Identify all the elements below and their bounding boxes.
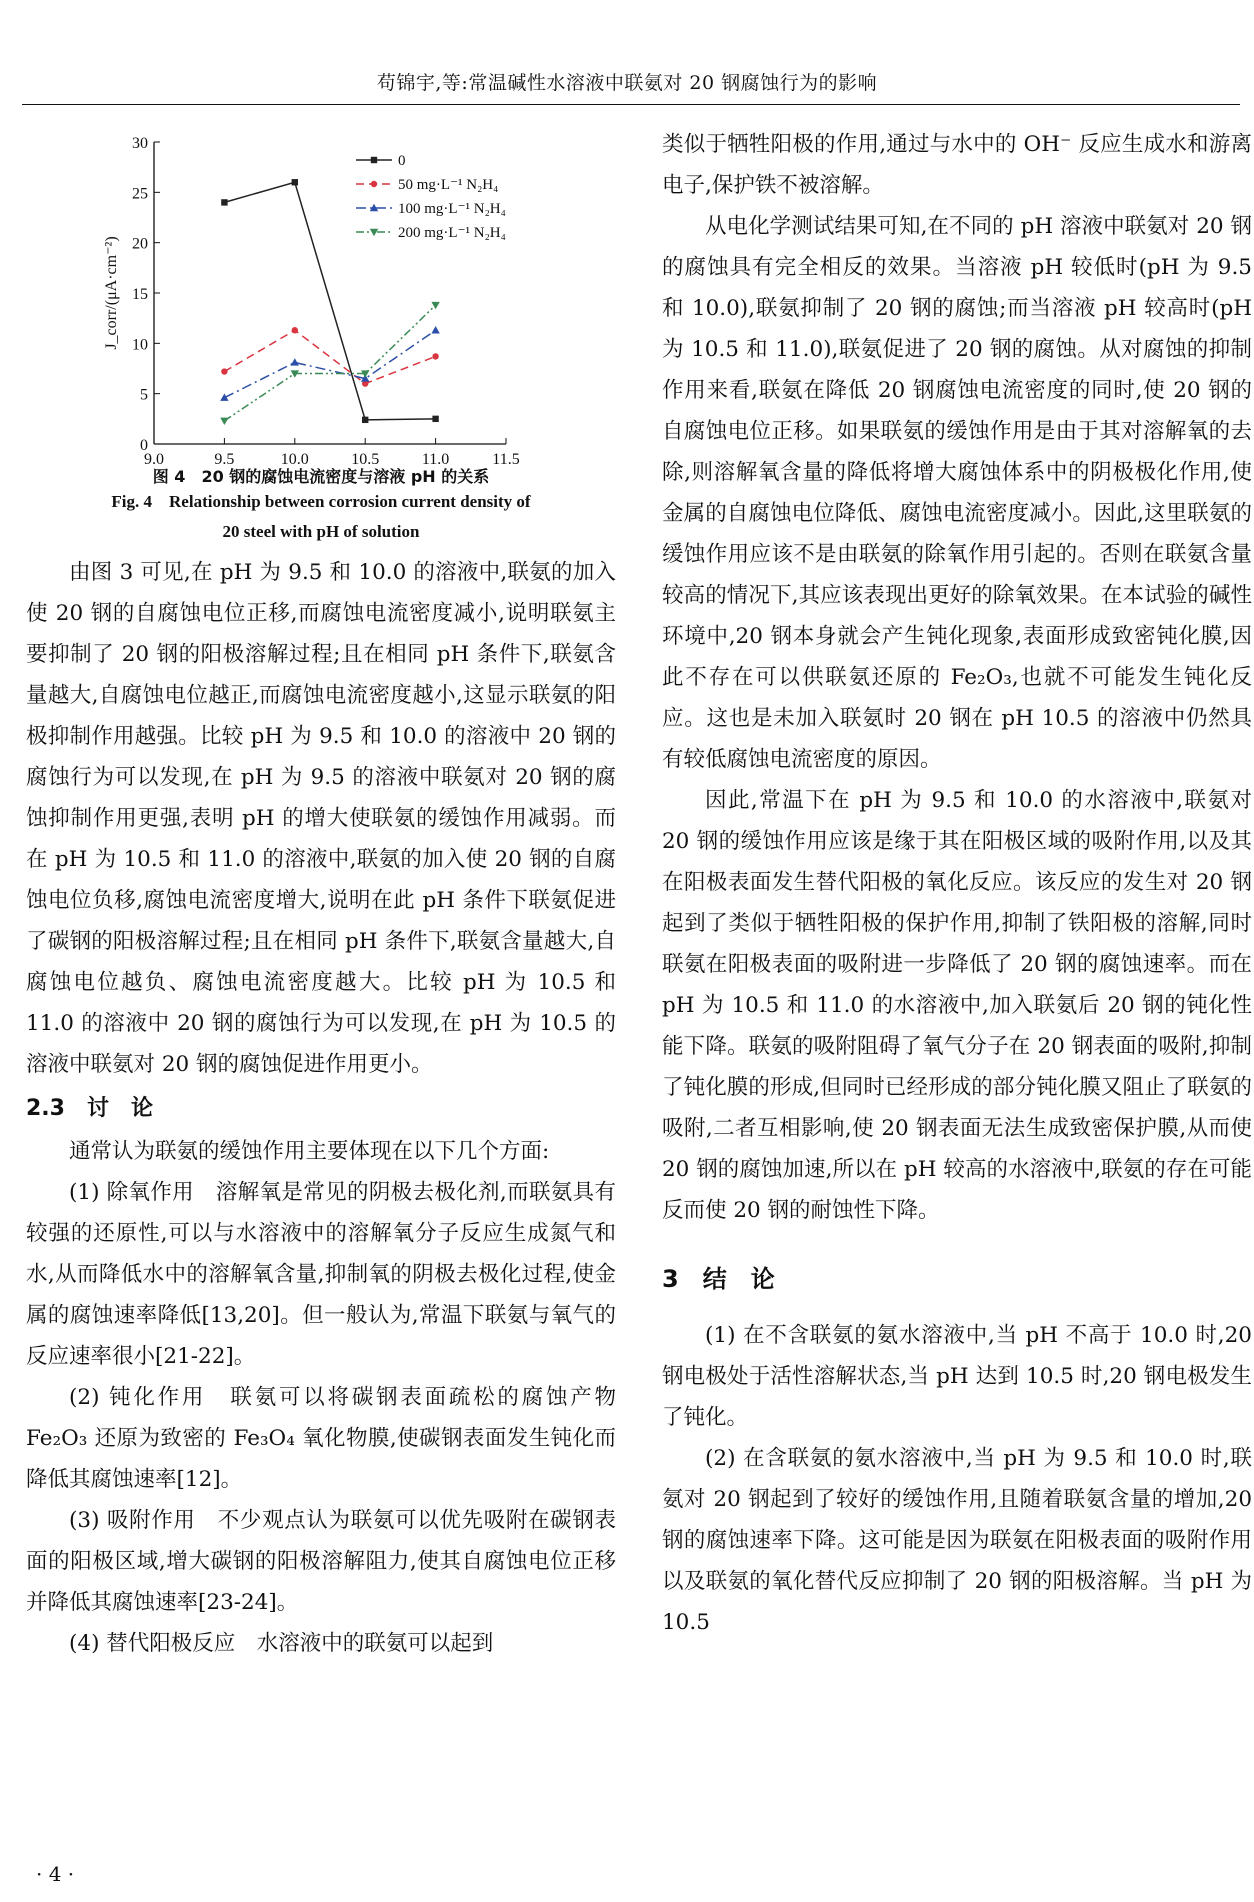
paragraph-continued: 类似于牺牲阳极的作用,通过与水中的 OH⁻ 反应生成水和游离电子,保护铁不被溶解。 xyxy=(662,132,1252,198)
y-axis-label: J_corr/(μA·cm⁻²) xyxy=(103,236,120,350)
paragraph: (1) 在不含联氨的氨水溶液中,当 pH 不高于 10.0 时,20 钢电极处于活性溶解状态,当 pH 达到 10.5 时,20 钢电极发生了钝化。 xyxy=(662,1323,1252,1430)
y-tick-label: 0 xyxy=(140,437,148,454)
x-tick-label: 11.0 xyxy=(421,451,450,464)
data-point xyxy=(371,157,377,163)
paragraph: (4) 替代阳极反应 水溶液中的联氨可以起到 xyxy=(69,1631,494,1656)
legend-entry-0 xyxy=(356,153,406,169)
figure-caption-cn: 图 4 20 钢的腐蚀电流密度与溶液 pH 的关系 xyxy=(152,467,490,486)
paragraph: (2) 在含联氨的氨水溶液中,当 pH 为 9.5 和 10.0 时,联氨对 20 钢起到了较好的缓蚀作用,且随着联氨含量的增加,20 钢的腐蚀速率下降。这可能是因为联氨在阳极表面的吸附作用以及联氨的氧化替代反应抑制了 20 钢的阳极溶解。当 pH 为 10.5 xyxy=(662,1446,1252,1635)
left-body-text xyxy=(26,552,616,1664)
paragraph: (1) 除氧作用 溶解氧是常见的阴极去极化剂,而联氨具有较强的还原性,可以与水溶液中的溶解氧分子反应生成氮气和水,从而降低水中的溶解氧含量,抑制氧的阴极去极化过程,使金属的腐蚀速率降低[13,20]。但一般认为,常温下联氨与氧气的反应速率很小[21-22]。 xyxy=(26,1180,616,1369)
legend-label: 0 xyxy=(398,153,406,169)
y-tick-label: 5 xyxy=(140,386,148,404)
paragraph: 通常认为联氨的缓蚀作用主要体现在以下几个方面: xyxy=(69,1139,550,1164)
y-tick-label: 30 xyxy=(132,135,148,152)
x-tick-label: 10.5 xyxy=(351,451,380,464)
series-2 xyxy=(220,326,440,401)
series-1 xyxy=(221,327,439,387)
x-tick-label: 11.5 xyxy=(492,451,520,464)
x-tick-label: 9.5 xyxy=(214,451,235,464)
x-tick-label: 9.0 xyxy=(144,451,164,464)
series-3 xyxy=(220,302,440,425)
data-point xyxy=(292,327,298,333)
data-point xyxy=(221,368,227,374)
header-rule xyxy=(22,104,1240,105)
series-line xyxy=(224,182,435,420)
data-point xyxy=(220,418,228,425)
data-point xyxy=(221,199,227,205)
legend-label: 200 mg·L⁻¹ N₂H₄ xyxy=(398,225,506,241)
data-point xyxy=(362,417,368,423)
figure-caption-en-line-2: 20 steel with pH of solution xyxy=(222,522,420,541)
data-point xyxy=(291,358,299,365)
data-point xyxy=(432,353,438,359)
series-line xyxy=(224,330,435,397)
data-point xyxy=(292,179,298,185)
legend-label: 100 mg·L⁻¹ N₂H₄ xyxy=(398,201,506,217)
section-heading-2-3: 2.3 讨 论 xyxy=(26,1096,153,1121)
running-header: 苟锦宇,等:常温碱性水溶液中联氨对 20 钢腐蚀行为的影响 xyxy=(376,72,878,94)
page-number: · 4 · xyxy=(36,1862,75,1886)
x-tick-label: 10.0 xyxy=(280,451,309,464)
left-column xyxy=(26,124,616,1664)
right-column xyxy=(662,124,1252,1643)
data-point xyxy=(431,326,439,333)
paragraph: 从电化学测试结果可知,在不同的 pH 溶液中联氨对 20 钢的腐蚀具有完全相反的效果。当溶液 pH 较低时(pH 为 9.5 和 10.0),联氨抑制了 20 钢的腐蚀;而当溶液 pH 较高时(pH 为 10.5 和 11.0),联氨促进了 20 钢的腐蚀。从对腐蚀的抑制作用来看,联氨在降低 20 钢腐蚀电流密度的同时,使 20 钢的自腐蚀电位正移。如果联氨的缓蚀作用是由于其对溶解氧的去除,则溶解氧含量的降低将增大腐蚀体系中的阴极极化作用,使金属的自腐蚀电位降低、腐蚀电流密度减小。因此,这里联氨的缓蚀作用应该不是由联氨的除氧作用引起的。否则在联氨含量较高的情况下,其应该表现出更好的除氧效果。在本试验的碱性环境中,20 钢本身就会产生钝化现象,表面形成致密钝化膜,因此不存在可以供联氨还原的 Fe₂O₃,也就不可能发生钝化反应。这也是未加入联氨时 20 钢在 pH 10.5 的溶液中仍然具有较低腐蚀电流密度的原因。 xyxy=(662,214,1252,772)
paragraph: 由图 3 可见,在 pH 为 9.5 和 10.0 的溶液中,联氨的加入使 20 钢的自腐蚀电位正移,而腐蚀电流密度减小,说明联氨主要抑制了 20 钢的阳极溶解过程;且在相同 pH 条件下,联氨含量越大,自腐蚀电位越正,而腐蚀电流密度越小,这显示联氨的阳极抑制作用越强。比较 pH 为 9.5 和 10.0 的溶液中 20 钢的腐蚀行为可以发现,在 pH 为 9.5 的溶液中联氨对 20 钢的腐蚀抑制作用更强,表明 pH 的增大使联氨的缓蚀作用减弱。而在 pH 为 10.5 和 11.0 的溶液中,联氨的加入使 20 钢的自腐蚀电位负移,腐蚀电流密度增大,说明在此 pH 条件下联氨促进了碳钢的阳极溶解过程;且在相同 pH 条件下,联氨含量越大,自腐蚀电位越负、腐蚀电流密度越大。比较 pH 为 10.5 和 11.0 的溶液中 20 钢的腐蚀行为可以发现,在 pH 为 10.5 的溶液中联氨对 20 钢的腐蚀促进作用更小。 xyxy=(26,560,616,1077)
data-point xyxy=(371,181,377,187)
legend-entry-1 xyxy=(356,177,498,193)
paragraph: (2) 钝化作用 联氨可以将碳钢表面疏松的腐蚀产物 Fe₂O₃ 还原为致密的 Fe₃O₄ 氧化物膜,使碳钢表面发生钝化而降低其腐蚀速率[12]。 xyxy=(26,1385,616,1492)
paragraph: 因此,常温下在 pH 为 9.5 和 10.0 的水溶液中,联氨对 20 钢的缓蚀作用应该是缘于其在阳极区域的吸附作用,以及其在阳极表面发生替代阳极的氧化反应。该反应的发生对 20 钢起到了类似于牺牲阳极的保护作用,抑制了铁阳极的溶解,同时联氨在阳极表面的吸附进一步降低了 20 钢的腐蚀速率。而在 pH 为 10.5 和 11.0 的水溶液中,加入联氨后 20 钢的钝化性能下降。联氨的吸附阻碍了氧气分子在 20 钢表面的吸附,抑制了钝化膜的形成,但同时已经形成的部分钝化膜又阻止了联氨的吸附,二者互相影响,使 20 钢表面无法生成致密保护膜,从而使 20 钢的腐蚀加速,所以在 pH 较高的水溶液中,联氨的存在可能反而使 20 钢的耐蚀性下降。 xyxy=(662,788,1252,1223)
y-tick-label: 20 xyxy=(132,235,148,253)
y-tick-label: 25 xyxy=(132,185,148,203)
y-tick-label: 10 xyxy=(132,336,148,354)
legend-entry-3 xyxy=(356,225,506,241)
right-body-text xyxy=(662,124,1252,1643)
series-line xyxy=(224,305,435,421)
series-line xyxy=(224,330,435,383)
y-tick-label: 15 xyxy=(132,286,148,303)
legend-label: 50 mg·L⁻¹ N₂H₄ xyxy=(398,177,499,193)
data-point xyxy=(220,393,228,400)
figure-caption-en-line-1: Fig. 4 Relationship between corrosion current density of xyxy=(111,492,531,511)
data-point xyxy=(431,302,439,309)
section-heading-3: 3 结 论 xyxy=(662,1265,775,1293)
figure-4 xyxy=(26,124,616,552)
legend-entry-2 xyxy=(356,201,506,217)
data-point xyxy=(370,229,378,236)
data-point xyxy=(432,416,438,422)
paragraph: (3) 吸附作用 不少观点认为联氨可以优先吸附在碳钢表面的阳极区域,增大碳钢的阳极溶解阻力,使其自腐蚀电位正移并降低其腐蚀速率[23-24]。 xyxy=(26,1508,616,1615)
corrosion-chart xyxy=(26,124,616,464)
